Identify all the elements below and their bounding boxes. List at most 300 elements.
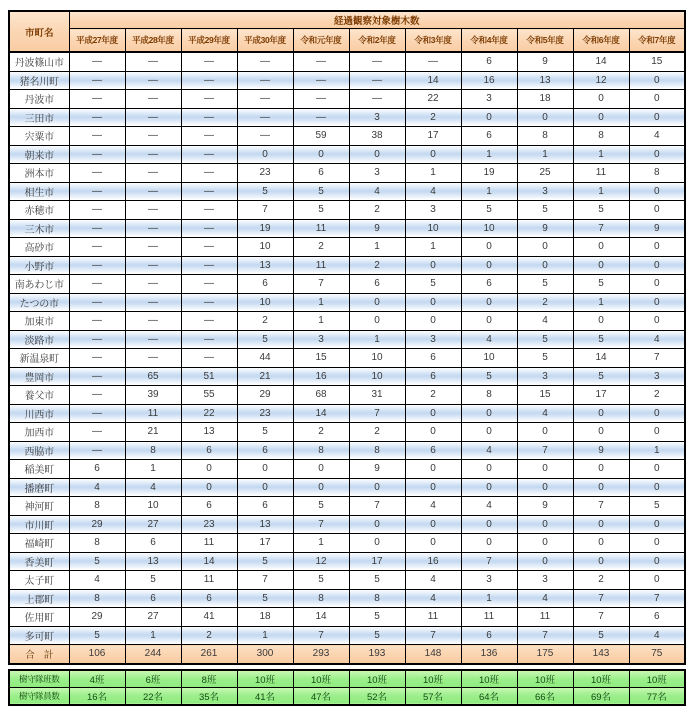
total-value-cell: 75 <box>629 645 685 664</box>
table-header <box>9 11 685 52</box>
summary-label: 樹守隊員数 <box>9 687 69 705</box>
value-cell: 2 <box>517 293 573 312</box>
value-cell: 2 <box>573 571 629 590</box>
value-cell: ― <box>237 52 293 71</box>
municipality-name: たつの市 <box>9 293 69 312</box>
table-row <box>9 52 685 71</box>
value-cell: 5 <box>237 182 293 201</box>
value-cell: 10 <box>405 219 461 238</box>
value-cell: 5 <box>293 497 349 516</box>
value-cell: 0 <box>293 145 349 164</box>
value-cell: 5 <box>573 201 629 220</box>
value-cell: 5 <box>517 201 573 220</box>
value-cell: 3 <box>629 367 685 386</box>
value-cell: ― <box>181 275 237 294</box>
value-cell: ― <box>69 312 125 331</box>
value-cell: 8 <box>69 534 125 553</box>
year-column-header: 令和5年度 <box>517 29 573 53</box>
municipality-name: 神河町 <box>9 497 69 516</box>
table-row <box>9 386 685 405</box>
municipality-name: 川西市 <box>9 404 69 423</box>
value-cell: ― <box>237 108 293 127</box>
summary-value-cell: 57名 <box>405 687 461 705</box>
value-cell: 2 <box>293 238 349 257</box>
municipality-name: 豊岡市 <box>9 367 69 386</box>
municipality-name: 多可町 <box>9 626 69 645</box>
municipality-name: 猪名川町 <box>9 71 69 90</box>
value-cell: ― <box>181 219 237 238</box>
total-row <box>9 645 685 664</box>
value-cell: 6 <box>181 441 237 460</box>
value-cell: ― <box>69 145 125 164</box>
value-cell: 5 <box>517 330 573 349</box>
value-cell: 10 <box>349 367 405 386</box>
year-column-header: 令和2年度 <box>349 29 405 53</box>
value-cell: 8 <box>69 589 125 608</box>
value-cell: 14 <box>181 552 237 571</box>
table-row <box>9 497 685 516</box>
value-cell: 6 <box>237 275 293 294</box>
value-cell: 23 <box>237 164 293 183</box>
value-cell: 11 <box>293 219 349 238</box>
table-row <box>9 127 685 146</box>
total-value-cell: 106 <box>69 645 125 664</box>
value-cell: 2 <box>181 626 237 645</box>
value-cell: 4 <box>629 127 685 146</box>
value-cell: 22 <box>181 404 237 423</box>
year-column-header: 平成29年度 <box>181 29 237 53</box>
value-cell: 10 <box>237 293 293 312</box>
value-cell: ― <box>69 386 125 405</box>
value-cell: ― <box>125 256 181 275</box>
summary-value-cell: 6班 <box>125 670 181 688</box>
value-cell: 2 <box>237 312 293 331</box>
municipality-name: 三木市 <box>9 219 69 238</box>
total-value-cell: 136 <box>461 645 517 664</box>
value-cell: 1 <box>349 330 405 349</box>
value-cell: ― <box>125 127 181 146</box>
value-cell: ― <box>181 312 237 331</box>
table-row <box>9 460 685 479</box>
value-cell: 0 <box>573 404 629 423</box>
value-cell: 2 <box>405 108 461 127</box>
value-cell: 11 <box>181 571 237 590</box>
value-cell: 0 <box>629 460 685 479</box>
summary-value-cell: 16名 <box>69 687 125 705</box>
value-cell: 6 <box>293 164 349 183</box>
municipality-name: 宍粟市 <box>9 127 69 146</box>
value-cell: ― <box>181 182 237 201</box>
table-row <box>9 108 685 127</box>
summary-row <box>9 670 685 688</box>
table-row <box>9 552 685 571</box>
value-cell: 8 <box>349 441 405 460</box>
summary-value-cell: 64名 <box>461 687 517 705</box>
summary-value-cell: 10班 <box>293 670 349 688</box>
value-cell: 0 <box>517 108 573 127</box>
value-cell: 4 <box>405 589 461 608</box>
value-cell: ― <box>125 330 181 349</box>
year-column-header: 平成30年度 <box>237 29 293 53</box>
value-cell: 16 <box>461 71 517 90</box>
value-cell: 9 <box>517 497 573 516</box>
municipality-name: 養父市 <box>9 386 69 405</box>
value-cell: ― <box>181 108 237 127</box>
table-row <box>9 182 685 201</box>
value-cell: 55 <box>181 386 237 405</box>
value-cell: ― <box>69 201 125 220</box>
value-cell: 0 <box>517 478 573 497</box>
value-cell: 5 <box>293 571 349 590</box>
summary-value-cell: 8班 <box>181 670 237 688</box>
value-cell: 0 <box>629 256 685 275</box>
total-value-cell: 143 <box>573 645 629 664</box>
value-cell: 6 <box>461 127 517 146</box>
value-cell: 0 <box>293 460 349 479</box>
value-cell: 7 <box>405 626 461 645</box>
value-cell: 13 <box>125 552 181 571</box>
table-row <box>9 404 685 423</box>
value-cell: 4 <box>69 571 125 590</box>
value-cell: 3 <box>349 108 405 127</box>
value-cell: ― <box>125 201 181 220</box>
value-cell: 17 <box>349 552 405 571</box>
table-row <box>9 164 685 183</box>
summary-label: 樹守隊班数 <box>9 670 69 688</box>
value-cell: 14 <box>573 52 629 71</box>
value-cell: 5 <box>573 626 629 645</box>
value-cell: ― <box>237 90 293 109</box>
value-cell: 4 <box>629 330 685 349</box>
value-cell: ― <box>181 330 237 349</box>
value-cell: 8 <box>461 386 517 405</box>
value-cell: 0 <box>461 312 517 331</box>
value-cell: ― <box>125 90 181 109</box>
value-cell: 8 <box>293 441 349 460</box>
value-cell: 7 <box>573 219 629 238</box>
value-cell: 5 <box>69 552 125 571</box>
value-cell: 0 <box>405 534 461 553</box>
value-cell: 1 <box>349 238 405 257</box>
value-cell: 41 <box>181 608 237 627</box>
value-cell: 0 <box>405 312 461 331</box>
value-cell: 19 <box>237 219 293 238</box>
value-cell: ― <box>69 90 125 109</box>
value-cell: 5 <box>461 367 517 386</box>
value-cell: 2 <box>349 423 405 442</box>
value-cell: 13 <box>237 256 293 275</box>
value-cell: 7 <box>293 275 349 294</box>
value-cell: 16 <box>405 552 461 571</box>
value-cell: 15 <box>293 349 349 368</box>
year-column-header: 平成27年度 <box>69 29 125 53</box>
table-row <box>9 478 685 497</box>
value-cell: 0 <box>461 460 517 479</box>
value-cell: 7 <box>349 497 405 516</box>
summary-value-cell: 35名 <box>181 687 237 705</box>
value-cell: 7 <box>293 626 349 645</box>
value-cell: 4 <box>517 404 573 423</box>
value-cell: 0 <box>629 571 685 590</box>
municipality-name: 相生市 <box>9 182 69 201</box>
summary-value-cell: 10班 <box>629 670 685 688</box>
value-cell: ― <box>125 71 181 90</box>
value-cell: 9 <box>517 52 573 71</box>
value-cell: ― <box>125 108 181 127</box>
value-cell: 4 <box>405 182 461 201</box>
value-cell: 4 <box>349 182 405 201</box>
value-cell: 0 <box>237 478 293 497</box>
table-row <box>9 90 685 109</box>
value-cell: 7 <box>573 608 629 627</box>
total-value-cell: 244 <box>125 645 181 664</box>
value-cell: ― <box>69 71 125 90</box>
value-cell: 7 <box>237 571 293 590</box>
value-cell: 12 <box>293 552 349 571</box>
value-cell: ― <box>69 238 125 257</box>
value-cell: 0 <box>349 293 405 312</box>
municipality-name: 洲本市 <box>9 164 69 183</box>
value-cell: ― <box>125 293 181 312</box>
group-header: 経過観察対象樹木数 <box>69 11 685 29</box>
value-cell: 5 <box>573 367 629 386</box>
value-cell: 0 <box>405 478 461 497</box>
value-cell: 0 <box>349 145 405 164</box>
year-header-row <box>9 29 685 53</box>
value-cell: ― <box>69 219 125 238</box>
municipality-name: 高砂市 <box>9 238 69 257</box>
value-cell: 0 <box>629 275 685 294</box>
year-column-header: 令和3年度 <box>405 29 461 53</box>
value-cell: ― <box>69 293 125 312</box>
municipality-name: 太子町 <box>9 571 69 590</box>
value-cell: 5 <box>237 552 293 571</box>
value-cell: 11 <box>517 608 573 627</box>
table-row <box>9 312 685 331</box>
value-cell: 25 <box>517 164 573 183</box>
value-cell: ― <box>405 52 461 71</box>
value-cell: 8 <box>629 164 685 183</box>
value-cell: 4 <box>461 441 517 460</box>
value-cell: 6 <box>461 626 517 645</box>
value-cell: 1 <box>237 626 293 645</box>
total-value-cell: 148 <box>405 645 461 664</box>
summary-value-cell: 10班 <box>461 670 517 688</box>
municipality-name: 淡路市 <box>9 330 69 349</box>
value-cell: 3 <box>517 571 573 590</box>
value-cell: 4 <box>405 571 461 590</box>
value-cell: 0 <box>573 256 629 275</box>
value-cell: 5 <box>517 275 573 294</box>
value-cell: 0 <box>405 515 461 534</box>
value-cell: 0 <box>461 108 517 127</box>
value-cell: ― <box>69 108 125 127</box>
value-cell: ― <box>349 90 405 109</box>
value-cell: 6 <box>237 441 293 460</box>
value-cell: 4 <box>125 478 181 497</box>
value-cell: 6 <box>629 608 685 627</box>
value-cell: 0 <box>573 108 629 127</box>
value-cell: 3 <box>461 571 517 590</box>
value-cell: 8 <box>125 441 181 460</box>
value-cell: 1 <box>293 293 349 312</box>
value-cell: ― <box>181 145 237 164</box>
value-cell: 6 <box>405 367 461 386</box>
value-cell: 7 <box>349 404 405 423</box>
value-cell: ― <box>125 219 181 238</box>
value-cell: 6 <box>125 589 181 608</box>
value-cell: ― <box>181 164 237 183</box>
value-cell: 31 <box>349 386 405 405</box>
value-cell: 0 <box>629 145 685 164</box>
value-cell: ― <box>69 330 125 349</box>
value-cell: 1 <box>405 164 461 183</box>
value-cell: 15 <box>629 52 685 71</box>
value-cell: 0 <box>573 478 629 497</box>
value-cell: ― <box>69 404 125 423</box>
value-cell: 2 <box>629 386 685 405</box>
value-cell: 10 <box>125 497 181 516</box>
value-cell: 2 <box>349 256 405 275</box>
value-cell: 7 <box>461 552 517 571</box>
value-cell: 19 <box>461 164 517 183</box>
value-cell: 3 <box>405 330 461 349</box>
value-cell: 5 <box>349 626 405 645</box>
value-cell: 4 <box>517 312 573 331</box>
value-cell: 5 <box>125 571 181 590</box>
total-value-cell: 193 <box>349 645 405 664</box>
value-cell: 6 <box>125 534 181 553</box>
value-cell: ― <box>69 256 125 275</box>
value-cell: ― <box>181 238 237 257</box>
value-cell: 0 <box>405 404 461 423</box>
value-cell: 3 <box>349 164 405 183</box>
value-cell: 0 <box>405 145 461 164</box>
value-cell: 0 <box>517 238 573 257</box>
value-cell: 14 <box>573 349 629 368</box>
value-cell: 2 <box>405 386 461 405</box>
value-cell: 23 <box>237 404 293 423</box>
value-cell: 0 <box>517 515 573 534</box>
value-cell: 0 <box>349 478 405 497</box>
value-cell: 0 <box>405 256 461 275</box>
summary-value-cell: 4班 <box>69 670 125 688</box>
value-cell: 7 <box>237 201 293 220</box>
value-cell: 0 <box>629 201 685 220</box>
value-cell: ― <box>237 71 293 90</box>
value-cell: 44 <box>237 349 293 368</box>
value-cell: 0 <box>461 534 517 553</box>
value-cell: ― <box>181 256 237 275</box>
value-cell: 1 <box>629 441 685 460</box>
value-cell: 0 <box>517 256 573 275</box>
value-cell: 9 <box>629 219 685 238</box>
value-cell: ― <box>293 90 349 109</box>
value-cell: 7 <box>573 497 629 516</box>
value-cell: 0 <box>349 515 405 534</box>
total-value-cell: 293 <box>293 645 349 664</box>
value-cell: 0 <box>629 293 685 312</box>
table-row <box>9 219 685 238</box>
municipality-name: 小野市 <box>9 256 69 275</box>
summary-row <box>9 687 685 705</box>
value-cell: 8 <box>293 589 349 608</box>
municipality-column-header: 市町名 <box>9 11 69 52</box>
value-cell: 0 <box>573 515 629 534</box>
value-cell: 0 <box>237 145 293 164</box>
summary-value-cell: 10班 <box>349 670 405 688</box>
value-cell: 9 <box>349 219 405 238</box>
value-cell: 17 <box>237 534 293 553</box>
summary-value-cell: 10班 <box>405 670 461 688</box>
summary-value-cell: 52名 <box>349 687 405 705</box>
value-cell: 0 <box>629 552 685 571</box>
value-cell: ― <box>69 441 125 460</box>
year-column-header: 令和元年度 <box>293 29 349 53</box>
value-cell: 14 <box>293 404 349 423</box>
value-cell: 17 <box>573 386 629 405</box>
summary-value-cell: 10班 <box>517 670 573 688</box>
value-cell: ― <box>125 238 181 257</box>
value-cell: 4 <box>461 330 517 349</box>
value-cell: 5 <box>461 201 517 220</box>
value-cell: 27 <box>125 608 181 627</box>
value-cell: 0 <box>517 460 573 479</box>
value-cell: 7 <box>293 515 349 534</box>
value-cell: 0 <box>629 108 685 127</box>
value-cell: 0 <box>349 534 405 553</box>
value-cell: ― <box>69 423 125 442</box>
value-cell: 1 <box>573 293 629 312</box>
value-cell: 5 <box>573 275 629 294</box>
value-cell: ― <box>69 275 125 294</box>
value-cell: 7 <box>629 349 685 368</box>
value-cell: 8 <box>573 127 629 146</box>
value-cell: 5 <box>405 275 461 294</box>
value-cell: ― <box>293 108 349 127</box>
value-cell: 23 <box>181 515 237 534</box>
value-cell: ― <box>125 275 181 294</box>
value-cell: ― <box>69 164 125 183</box>
summary-value-cell: 10班 <box>573 670 629 688</box>
value-cell: 29 <box>69 515 125 534</box>
table-row <box>9 71 685 90</box>
value-cell: 1 <box>517 145 573 164</box>
value-cell: 11 <box>125 404 181 423</box>
value-cell: 1 <box>573 182 629 201</box>
value-cell: 5 <box>69 626 125 645</box>
value-cell: 16 <box>293 367 349 386</box>
value-cell: 0 <box>629 478 685 497</box>
municipality-name: 三田市 <box>9 108 69 127</box>
total-value-cell: 261 <box>181 645 237 664</box>
value-cell: ― <box>69 349 125 368</box>
year-column-header: 令和7年度 <box>629 29 685 53</box>
value-cell: ― <box>349 52 405 71</box>
value-cell: 0 <box>461 293 517 312</box>
value-cell: ― <box>181 349 237 368</box>
value-cell: 0 <box>573 534 629 553</box>
municipality-name: 市川町 <box>9 515 69 534</box>
value-cell: ― <box>125 312 181 331</box>
summary-value-cell: 22名 <box>125 687 181 705</box>
total-label: 合 計 <box>9 645 69 664</box>
value-cell: 14 <box>293 608 349 627</box>
value-cell: 1 <box>125 460 181 479</box>
value-cell: 0 <box>461 238 517 257</box>
value-cell: 0 <box>629 238 685 257</box>
table-row <box>9 589 685 608</box>
